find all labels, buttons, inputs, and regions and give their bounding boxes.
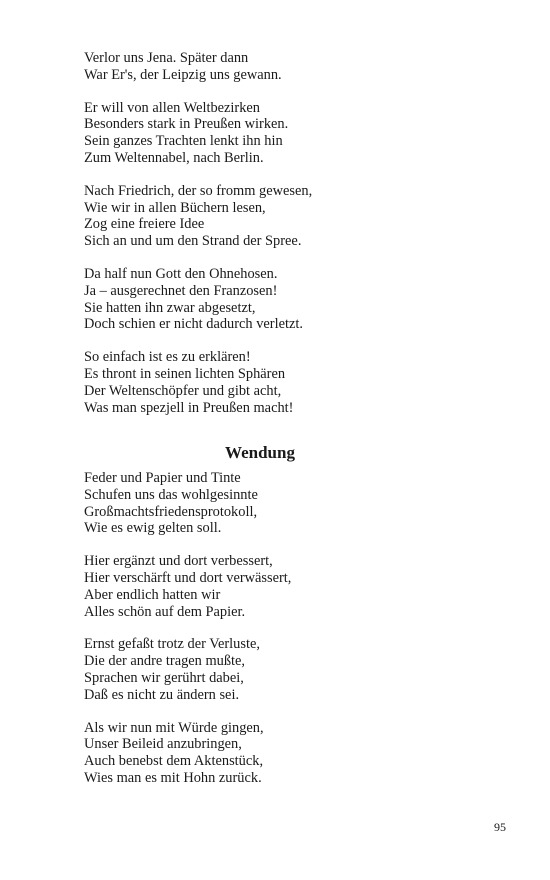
verse-line: Als wir nun mit Würde gingen,	[84, 719, 264, 736]
verse-line: Wie wir in allen Büchern lesen,	[84, 199, 266, 216]
verse-line: So einfach ist es zu erklären!	[84, 349, 251, 366]
verse-line: Schufen uns das wohlgesinnte	[84, 486, 258, 503]
page-number: 95	[494, 820, 506, 834]
verse-line: Ja – ausgerechnet den Franzosen!	[84, 282, 278, 299]
verse-line: Es thront in seinen lichten Sphären	[84, 365, 286, 382]
stanza	[84, 349, 484, 416]
verse-line: Wies man es mit Hohn zurück.	[84, 769, 262, 786]
verse-line: Hier verschärft und dort verwässert,	[84, 569, 292, 586]
stanza	[84, 100, 484, 167]
poem-title: Wendung	[225, 443, 295, 462]
verse-line: Besonders stark in Preußen wirken.	[84, 116, 289, 133]
stanza	[84, 720, 484, 787]
poem-continuation	[84, 50, 484, 416]
stanza	[84, 266, 484, 333]
verse-line: Verlor uns Jena. Später dann	[84, 50, 249, 66]
verse-line: Sie hatten ihn zwar abgesetzt,	[84, 299, 256, 316]
stanza	[84, 183, 484, 250]
verse-line: Feder und Papier und Tinte	[84, 470, 241, 486]
verse-line: Er will von allen Weltbezirken	[84, 99, 261, 116]
verse-line: Was man spezjell in Preußen macht!	[84, 399, 294, 416]
verse-line: Ernst gefaßt trotz der Verluste,	[84, 636, 260, 653]
verse-line: Hier ergänzt und dort verbessert,	[84, 553, 273, 570]
verse-line: Alles schön auf dem Papier.	[84, 603, 246, 620]
poem-wendung	[84, 470, 484, 787]
verse-line: Aber endlich hatten wir	[84, 586, 221, 603]
verse-line: Wie es ewig gelten soll.	[84, 520, 222, 537]
verse-line: Großmachtsfriedensprotokoll,	[84, 503, 258, 520]
verse-line: Nach Friedrich, der so fromm gewesen,	[84, 182, 313, 199]
stanza	[84, 470, 484, 537]
verse-line: Zog eine freiere Idee	[84, 216, 205, 233]
verse-line: Auch benebst dem Aktenstück,	[84, 753, 264, 770]
verse-line: Zum Weltennabel, nach Berlin.	[84, 149, 264, 166]
verse-line: Sein ganzes Trachten lenkt ihn hin	[84, 133, 283, 150]
verse-line: Sich an und um den Strand der Spree.	[84, 233, 302, 250]
verse-line: War Er's, der Leipzig uns gewann.	[84, 66, 282, 83]
verse-line: Unser Beileid anzubringen,	[84, 736, 242, 753]
verse-line: Der Weltenschöpfer und gibt acht,	[84, 382, 282, 399]
verse-line: Da half nun Gott den Ohnehosen.	[84, 265, 278, 282]
verse-line: Die der andre tragen mußte,	[84, 653, 246, 670]
stanza	[84, 553, 484, 620]
verse-line: Daß es nicht zu ändern sei.	[84, 686, 240, 703]
verse-line: Sprachen wir gerührt dabei,	[84, 669, 244, 686]
verse-line: Doch schien er nicht dadurch verletzt.	[84, 316, 303, 333]
stanza	[84, 50, 484, 84]
stanza	[84, 636, 484, 703]
